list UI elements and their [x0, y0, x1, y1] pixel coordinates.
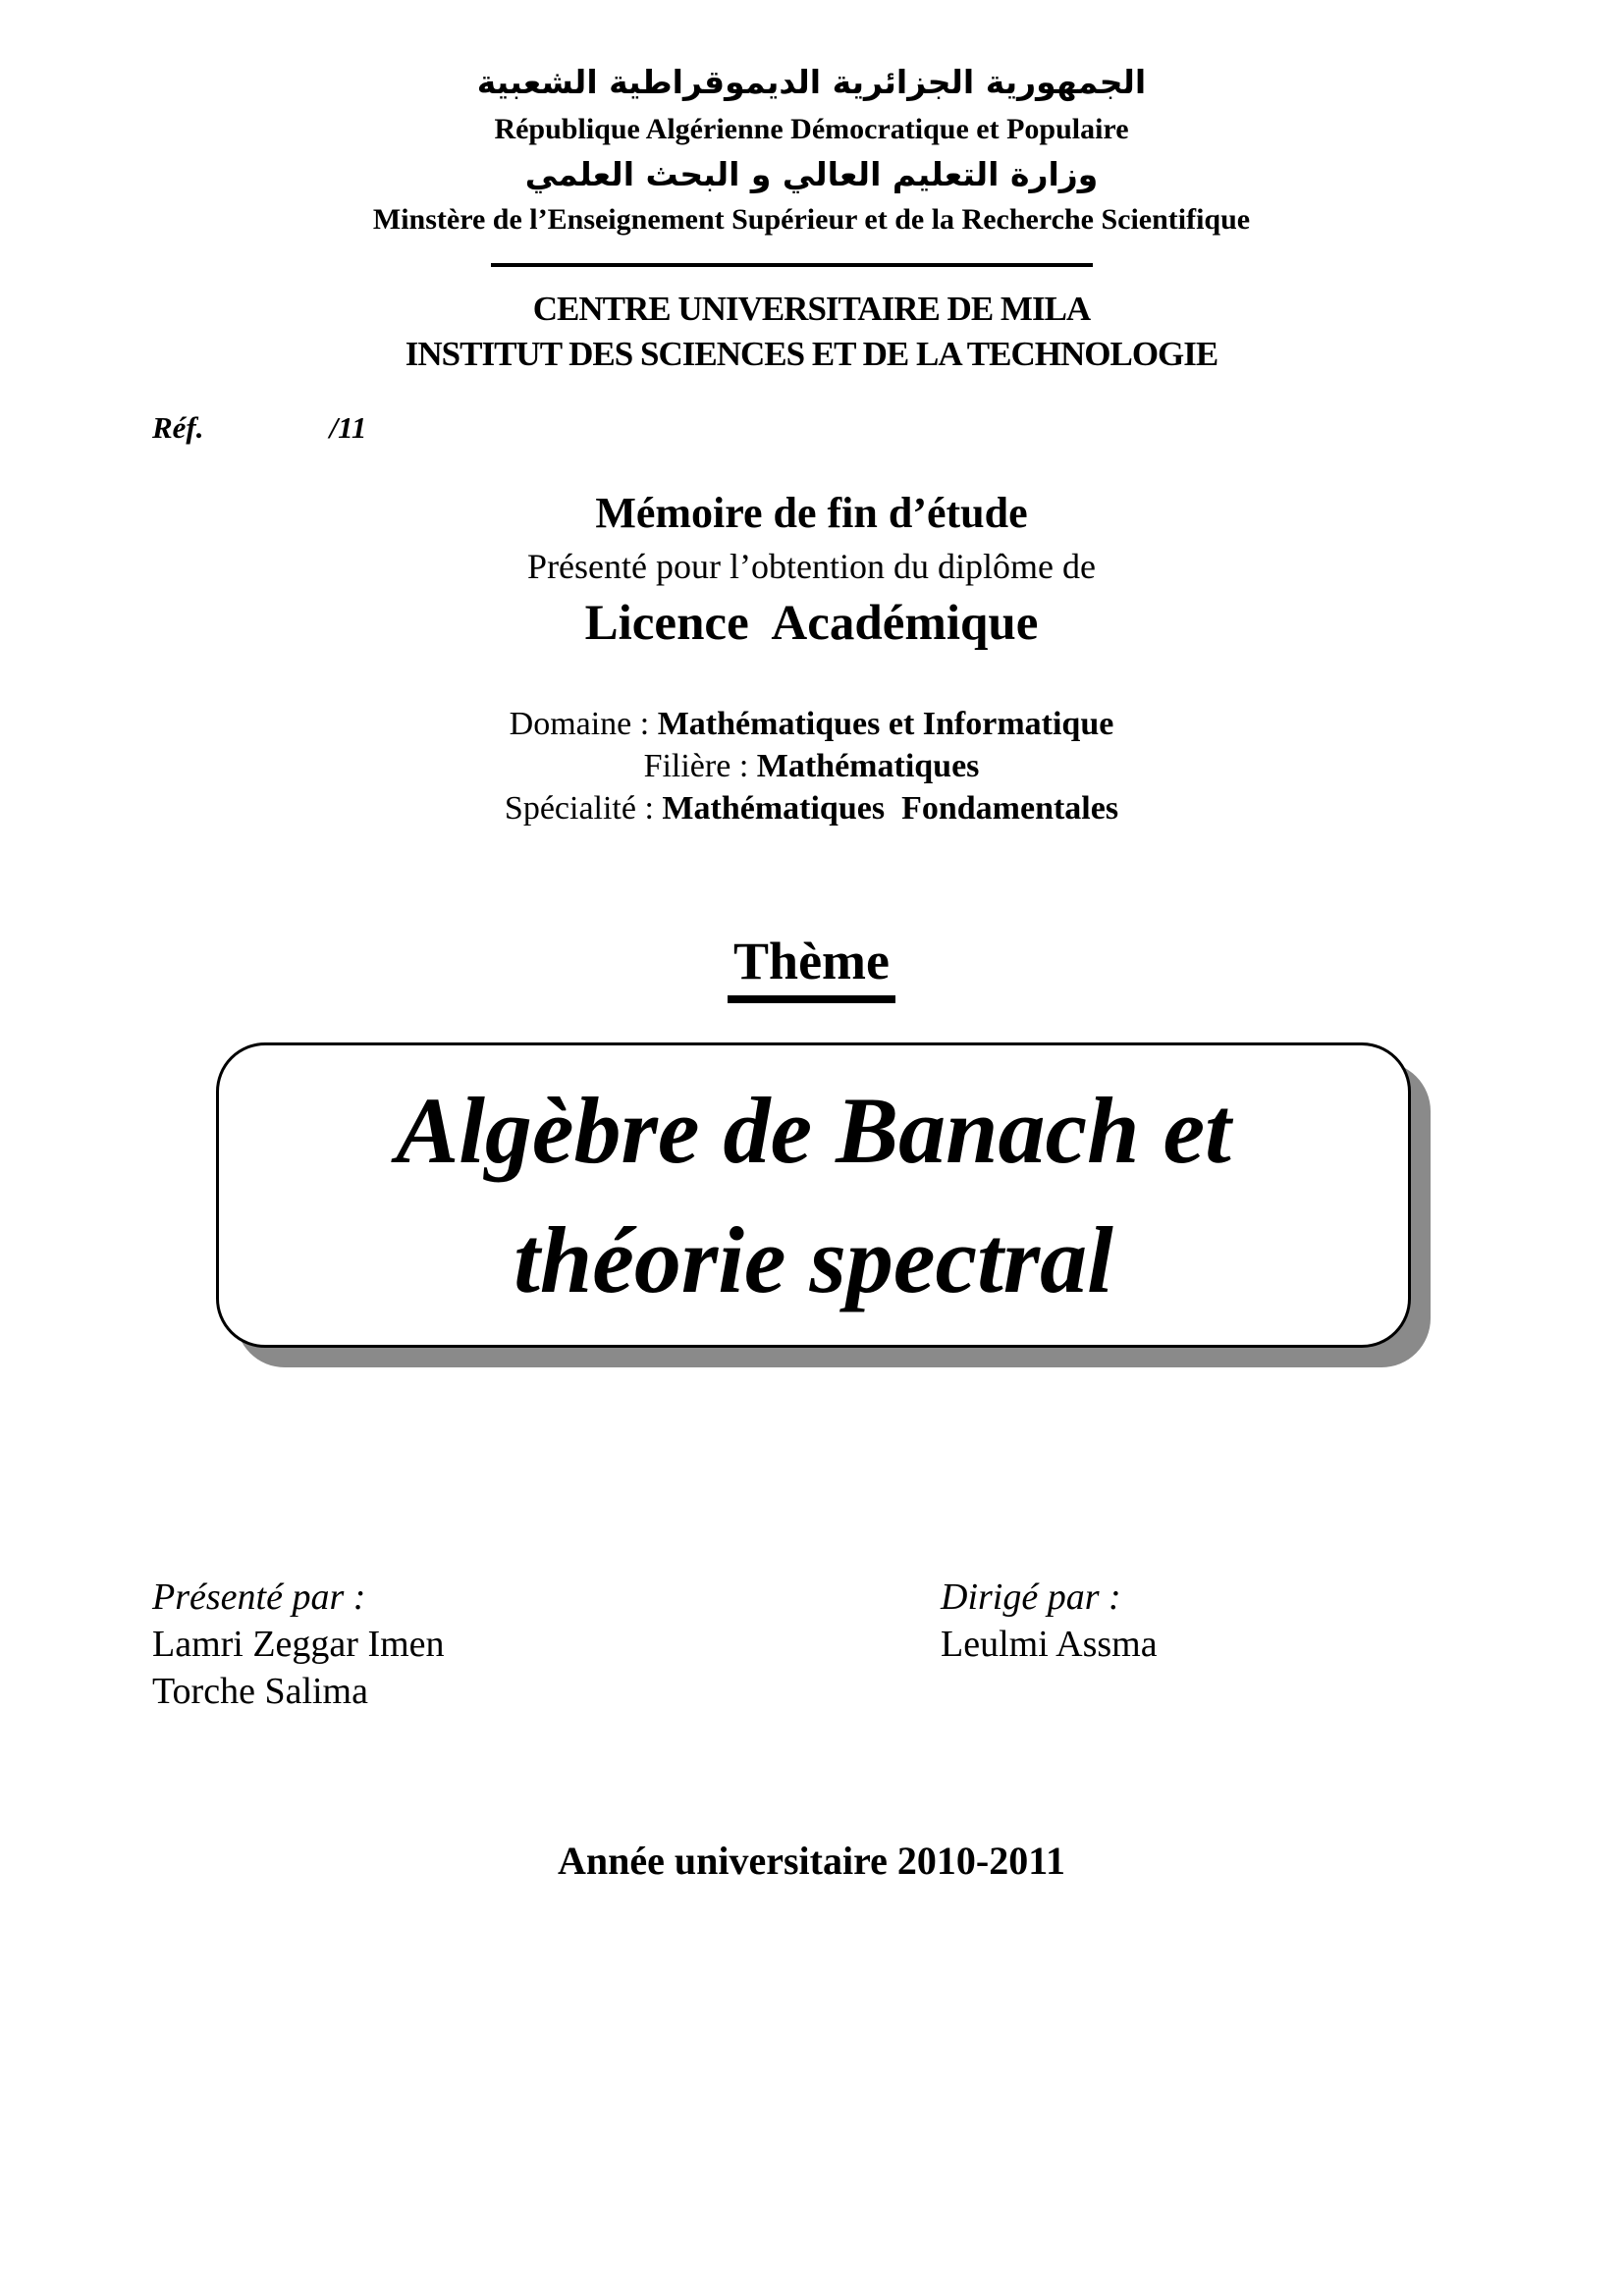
institution-block	[0, 287, 1623, 377]
domaine-value: Mathématiques et Informatique	[657, 706, 1114, 742]
program-block	[0, 703, 1623, 829]
degree-title: Licence Académique	[584, 596, 1039, 651]
directed-by-name: Leulmi Assma	[941, 1624, 1158, 1665]
specialite-value: Mathématiques Fondamentales	[662, 790, 1119, 827]
memoire-block	[0, 485, 1623, 591]
arabic-ministry-line: وزارة التعليم العالي و البحث العلمي	[524, 155, 1099, 193]
filiere-label: Filière :	[643, 748, 757, 784]
institute-name: INSTITUT DES SCIENCES ET DE LA TECHNOLOGIE	[405, 335, 1218, 373]
thesis-title-line2: théorie spectral	[514, 1206, 1113, 1312]
directed-by-label: Dirigé par :	[941, 1576, 1121, 1618]
theme-heading: Thème	[728, 931, 895, 1003]
page-header	[0, 57, 1623, 241]
reference-number: /11	[329, 410, 367, 445]
specialite-line	[0, 787, 1623, 829]
presented-by-name: Torche Salima	[152, 1671, 368, 1712]
memoire-purpose: Présenté pour l’obtention du diplôme de	[527, 547, 1096, 586]
french-ministry-line: Minstère de l’Enseignement Supérieur et de la Recherche Scientifique	[372, 203, 1251, 236]
academic-year: Année universitaire 2010-2011	[557, 1839, 1065, 1883]
filiere-value: Mathématiques	[756, 748, 980, 784]
thesis-title-box	[216, 1042, 1411, 1348]
specialite-label: Spécialité :	[504, 790, 663, 827]
french-republic-line: République Algérienne Démocratique et Populaire	[494, 113, 1129, 145]
domaine-label: Domaine :	[509, 706, 658, 742]
thesis-title-line1: Algèbre de Banach et	[396, 1077, 1231, 1183]
domaine-line	[0, 703, 1623, 745]
reference-label: Réf.	[152, 410, 204, 445]
presented-by-name: Lamri Zeggar Imen	[152, 1624, 445, 1665]
arabic-republic-line: الجمهورية الجزائرية الديموقراطية الشعبية	[476, 63, 1147, 101]
memoire-title: Mémoire de fin d’étude	[595, 489, 1028, 537]
filiere-line	[0, 745, 1623, 787]
directed-by-column	[941, 1574, 1158, 1668]
header-separator-rule	[491, 263, 1093, 267]
theme-heading-wrap	[0, 931, 1623, 1003]
presented-by-label: Présenté par :	[152, 1576, 366, 1618]
presented-by-column	[152, 1574, 445, 1715]
university-name: CENTRE UNIVERSITAIRE DE MILA	[532, 290, 1091, 328]
reference-line	[152, 410, 366, 446]
